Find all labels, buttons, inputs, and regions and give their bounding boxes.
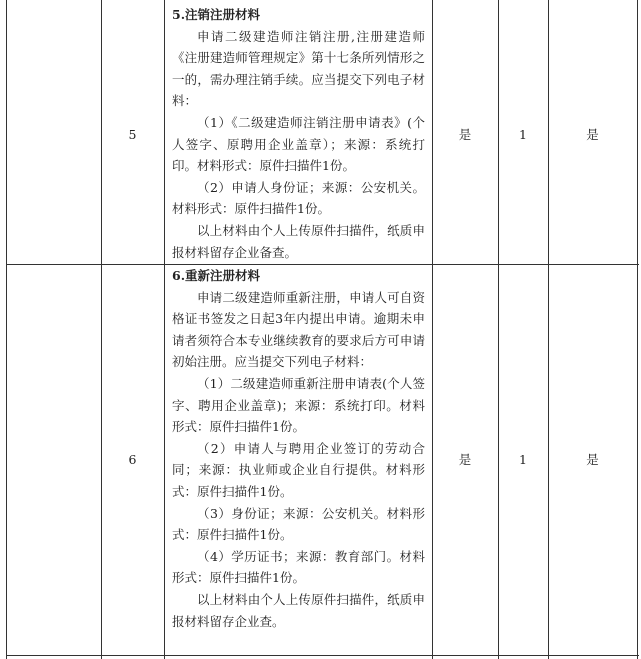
description-paragraph: 以上材料由个人上传原件扫描件，纸质申报材料留存企业查。	[172, 591, 425, 629]
required-flag: 是	[458, 127, 472, 142]
description-paragraph: （3）身份证；来源：公安机关。材料形式：原件扫描件1份。	[172, 505, 425, 543]
section-title: 6.重新注册材料	[172, 268, 261, 283]
description-paragraph: 申请二级建造师重新注册，申请人可自资格证书签发之日起3年内提出申请。逾期未申请者须符合本专业继续教育的要求后方可申请初始注册。应当提交下列电子材料：	[172, 289, 425, 370]
row-index: 6	[128, 452, 137, 467]
column-divider	[164, 0, 165, 659]
electronic-flag: 是	[586, 452, 599, 467]
description-paragraph: （2）申请人身份证；来源：公安机关。材料形式：原件扫描件1份。	[172, 179, 425, 217]
column-divider	[432, 0, 433, 659]
required-flag: 是	[458, 452, 472, 467]
material-description	[172, 265, 425, 632]
table-border-left	[6, 0, 7, 659]
row-divider	[6, 655, 639, 656]
description-paragraph: （2）申请人与聘用企业签订的劳动合同；来源：执业师或企业自行提供。材料形式：原件扫描件1份。	[172, 440, 425, 499]
column-divider	[548, 0, 549, 659]
description-paragraph: （4）学历证书；来源：教育部门。材料形式：原件扫描件1份。	[172, 548, 425, 586]
description-paragraph: （1）二级建造师重新注册申请表(个人签字、聘用企业盖章)；来源：系统打印。材料形式：原件扫描件1份。	[172, 375, 425, 435]
section-title: 5.注销注册材料	[172, 7, 261, 22]
table-border-right	[637, 0, 638, 659]
description-paragraph: （1）《二级建造师注销注册申请表》(个人签字、原聘用企业盖章）；来源：系统打印。材料形式：原件扫描件1份。	[172, 114, 425, 174]
copy-count: 1	[519, 127, 527, 142]
electronic-flag: 是	[586, 127, 599, 142]
row-index: 5	[128, 127, 137, 142]
column-divider	[101, 0, 102, 659]
description-paragraph: 申请二级建造师注销注册,注册建造师《注册建造师管理规定》第十七条所列情形之一的，需办理注销手续。应当提交下列电子材料：	[172, 28, 425, 109]
material-description	[172, 4, 425, 263]
description-paragraph: 以上材料由个人上传原件扫描件，纸质申报材料留存企业备查。	[172, 222, 425, 260]
copy-count: 1	[519, 452, 527, 467]
column-divider	[498, 0, 499, 659]
